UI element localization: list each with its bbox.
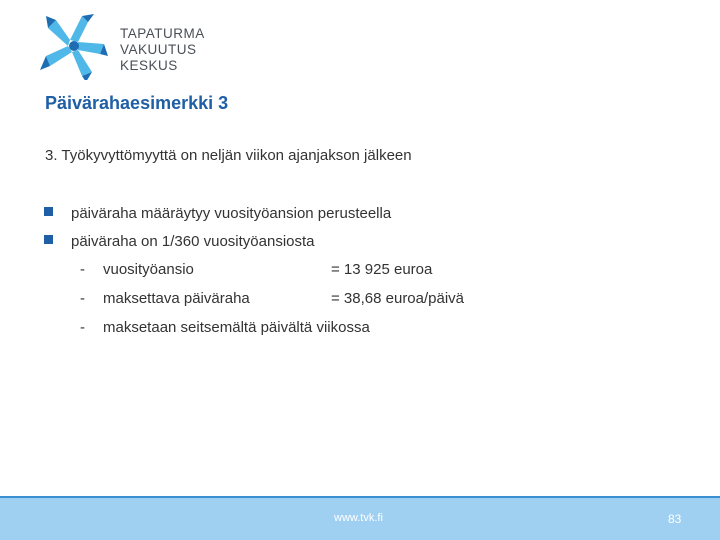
star-logo-icon xyxy=(38,12,110,80)
logo-wordmark xyxy=(120,26,205,74)
dash-bullet: - xyxy=(80,261,85,278)
square-bullet-icon xyxy=(44,207,53,216)
sub-item-label: maksettava päiväraha xyxy=(103,290,250,307)
bullet-text: päiväraha määräytyy vuosityöansion perusteella xyxy=(71,205,392,222)
bullet-text: päiväraha on 1/360 vuosityöansiosta xyxy=(71,233,315,250)
dash-bullet: - xyxy=(80,319,85,336)
logo-line-1: TAPATURMA xyxy=(120,26,205,41)
dash-bullet: - xyxy=(80,290,85,307)
sub-item-label: vuosityöansio xyxy=(103,261,194,278)
footer-url-link[interactable]: www.tvk.fi xyxy=(334,512,383,524)
sub-item-label: maksetaan seitsemältä päivältä viikossa xyxy=(103,319,370,336)
tvk-logo xyxy=(38,12,218,80)
footer-bar xyxy=(0,496,720,540)
logo-line-2: VAKUUTUS xyxy=(120,42,197,57)
square-bullet-icon xyxy=(44,235,53,244)
slide-title: Päivärahaesimerkki 3 xyxy=(45,93,229,113)
slide-subtitle: 3. Työkyvyttömyyttä on neljän viikon ajanjakson jälkeen xyxy=(45,147,412,164)
sub-item-value: = 38,68 euroa/päivä xyxy=(331,290,465,307)
logo-line-3: KESKUS xyxy=(120,58,178,73)
page-number: 83 xyxy=(668,512,682,526)
sub-item-value: = 13 925 euroa xyxy=(331,261,433,278)
